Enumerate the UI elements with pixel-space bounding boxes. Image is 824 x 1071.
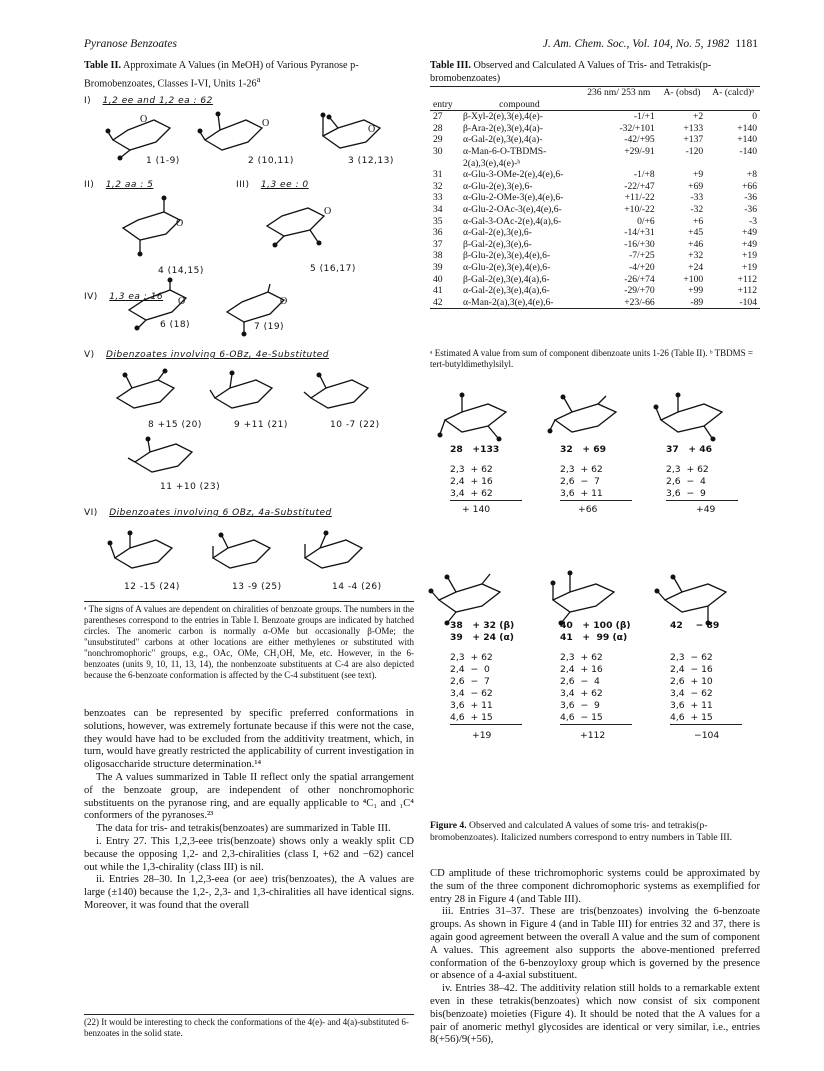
fig4-structure-37 (656, 394, 746, 444)
fig4-line: 2,3 − 62 (670, 652, 713, 663)
class-II-heading (84, 180, 153, 190)
left-paragraph-5: ii. Entries 28–30. In 1,2,3-eea (or aee) tris(benzoates), the A values are large (±140) because the 1,2-, 2,3- and 1,3-chiralities all have identical signs. Moreover, it was found that the overall (84, 874, 414, 911)
journal-citation: J. Am. Chem. Soc., Vol. 104, No. 5, 1982 (542, 38, 730, 50)
left-paragraph-3: The data for tris- and tetrakis(benzoates) are summarized in Table III. (96, 823, 391, 835)
fig4-line: 2,3 + 62 (450, 652, 493, 663)
left-paragraph-1: benzoates can be represented by specific preferred conformations in solutions, however, was extremely fortunate because if this were not the case, they would have had to be excluded from the additivity treatment, which, in turn, would have greatly restricted the applicability of current investigation in oligosaccharide structure determination.¹⁴ (84, 708, 414, 771)
figure4-caption-text: Observed and calculated A values of some tris- and tetrakis(p-bromobenzoates). Italicized numbers correspond to entry numbers in Table III. (430, 820, 733, 843)
table3-caption-label: Table III. (430, 60, 471, 71)
table3-header-entry: entry (430, 99, 459, 111)
table3-row (430, 297, 760, 309)
class-V-title: Dibenzoates involving 6-OBz, 4e-Substituted (106, 350, 329, 360)
fig4-structure-28 (440, 394, 530, 444)
fig4-line: 2,6 − 4 (560, 676, 600, 687)
table3-cell-obsd: +133 (683, 122, 704, 134)
right-column-body (430, 868, 760, 1047)
unit-12-label: 12 -15 (24) (124, 582, 180, 592)
class-IV-roman: IV) (84, 292, 98, 302)
table3-cell-obsd: +6 (692, 215, 704, 227)
fig4-head-37: 37 + 46 (666, 444, 713, 455)
left-footnote: (22) It would be interesting to check the conformations of the 4(e)- and 4(a)-substituted 6-benzoates in the solid state. (84, 1017, 409, 1038)
table3-cell-compound: α-Man-2(a),3(e),4(e),6- (459, 297, 580, 309)
unit-6-label: 6 (18) (160, 320, 191, 330)
unit-9-label: 9 +11 (21) (234, 420, 288, 430)
table3-cell-nm: +10/-22 (624, 203, 655, 215)
class-IV-title: 1,3 ea : 16 (109, 292, 164, 302)
class-V-roman: V) (84, 350, 95, 360)
table3-cell-entry: 35 (433, 215, 443, 227)
fig4-line: 2,3 + 62 (666, 464, 709, 475)
table3-row (430, 285, 760, 297)
left-paragraph-2: The A values summarized in Table II reflect only the spatial arrangement of the benzoate group, are independent of other nonchromophoric substituents on the pyranose ring, and are equally applicable to ⁴C₁ and ₁C⁴ conformers of the pyranoses.²³ (84, 771, 414, 822)
fig4-col-37 (666, 444, 766, 516)
table3-cell-compound: β-Gal-2(e),3(e),6- (462, 238, 532, 250)
table3-cell-obsd (658, 158, 706, 170)
fig4-line: 2,4 − 0 (450, 664, 490, 675)
table3-cell-nm: -42/+95 (624, 134, 655, 146)
table3-cell-nm: -1/+8 (633, 169, 655, 181)
table3-cell-entry: 33 (433, 192, 443, 204)
table3-cell-obsd: -120 (685, 145, 704, 157)
table3-header-calcd: A- (calcd)ᵃ (706, 87, 760, 99)
table3-cell-obsd: +100 (683, 273, 704, 285)
figure-4 (430, 384, 770, 812)
table3-cell-entry (430, 158, 459, 170)
table3-row (430, 192, 760, 204)
class-III-heading (236, 180, 309, 190)
table3-row (430, 274, 760, 286)
table3-cell-compound: β-Ara-2(e),3(e),4(a)- (462, 122, 543, 134)
table3-cell-obsd: +137 (683, 134, 704, 146)
fig4-total-40-41: +112 (580, 730, 606, 741)
unit-12-structure (110, 534, 190, 578)
table3-header-nm: 236 nm/ 253 nm (580, 87, 658, 99)
fig4-spacer-37 (666, 456, 766, 464)
table3-cell-obsd: +99 (688, 285, 704, 297)
fig4-spacer-42 (670, 644, 770, 652)
running-header-journal (543, 38, 758, 50)
table3-cell-compound: α-Man-6-O-TBDMS- (462, 145, 547, 157)
ring-oxygen-4: O (176, 218, 184, 229)
right-paragraph-2: iii. Entries 31–37. These are tris(benzoates) involving the 6-benzoate groups. As shown in Figure 4 (and in Table III) for entries 32 and 37, there is again good agreement between the overall A value and the sum of component A values. This agreement also supports the above-mentioned preferred conformation of the 6-benzoyloxy group which is governed by the presence or absence of a 4-axial substituent. (430, 906, 760, 982)
fig4-total-42: −104 (694, 730, 720, 741)
table3-cell-obsd: +2 (692, 111, 704, 123)
unit-14-structure (300, 534, 380, 578)
table3-cell-calcd: +8 (746, 169, 757, 181)
class-II-title: 1,2 aa : 5 (105, 180, 154, 190)
fig4-line: 3,6 + 11 (670, 700, 713, 711)
fig4-line: 2,6 − 7 (450, 676, 490, 687)
table3-cell-entry: 30 (433, 145, 443, 157)
table3-cell-calcd: 0 (752, 111, 757, 123)
table3-cell-nm: -14/+31 (624, 227, 655, 239)
fig4-col-40-41 (560, 620, 670, 742)
table3-row (430, 262, 760, 274)
table3-cell-calcd: -36 (744, 203, 757, 215)
fig4-col-42 (670, 620, 770, 742)
fig4-col-28 (450, 444, 550, 516)
table3-cell-nm: -7/+25 (629, 250, 655, 262)
table3-row (430, 146, 760, 158)
figure4-caption (430, 820, 760, 843)
left-footnote-rule (84, 1014, 414, 1015)
table3-row (430, 181, 760, 193)
table3-cell-entry: 37 (433, 238, 443, 250)
unit-10-label: 10 -7 (22) (330, 420, 380, 430)
class-VI-roman: VI) (84, 508, 98, 518)
unit-11-structure (130, 438, 210, 482)
table3-caption (430, 60, 760, 85)
table3-cell-entry: 34 (433, 203, 443, 215)
figure4-caption-label: Figure 4. (430, 820, 467, 831)
table3-cell-entry: 29 (433, 134, 443, 146)
unit-2-label: 2 (10,11) (248, 156, 294, 166)
fig4-head-42: 42 − 89 (670, 620, 720, 631)
table3-cell-obsd: -89 (658, 297, 706, 309)
fig4-line: 2,6 − 7 (560, 476, 600, 487)
table3-header-blank-1 (580, 99, 658, 111)
table3-row (430, 111, 760, 123)
unit-3-structure (318, 110, 388, 160)
fig4-line: 3,6 + 11 (450, 700, 493, 711)
fig4-col-38-39 (450, 620, 560, 742)
table3-row (430, 123, 760, 135)
table3-cell-calcd: +19 (741, 261, 757, 273)
ring-oxygen-6: O (178, 296, 186, 307)
fig4-line: 3,6 − 9 (666, 488, 738, 501)
fig4-line: 4,6 + 15 (670, 712, 742, 725)
table3-cell-compound: α-Glu-2(e),3(e),6- (462, 180, 533, 192)
unit-14-label: 14 -4 (26) (332, 582, 382, 592)
table3-cell-nm: +11/-22 (624, 192, 655, 204)
fig4-structure-42 (660, 574, 750, 624)
table3-cell-entry: 39 (433, 261, 443, 273)
fig4-line: 2,6 − 4 (666, 476, 706, 487)
unit-1-structure (108, 112, 188, 160)
running-header-title: Pyranose Benzoates (84, 38, 177, 50)
unit-7-label: 7 (19) (254, 322, 285, 332)
table3-cell-obsd: +32 (688, 250, 704, 262)
fig4-line: 3,4 + 62 (560, 688, 603, 699)
fig4-head-40: 40 + 100 (β) (560, 620, 631, 631)
table3-row (430, 227, 760, 239)
fig4-line: 4,6 − 15 (560, 712, 632, 725)
table3-header-blank-2 (658, 99, 706, 111)
table2-caption-text: Approximate A Values (in MeOH) of Various Pyranose p-Bromobenzoates, Classes I-VI, Units 1-26 (84, 60, 359, 89)
fig4-line: 3,4 + 62 (450, 488, 522, 501)
class-II-roman: II) (84, 180, 95, 190)
fig4-line: 3,6 − 9 (560, 700, 600, 711)
fig4-line: 2,3 + 62 (560, 652, 603, 663)
table3-row (430, 250, 760, 262)
table3-cell-nm: +23/-66 (580, 297, 658, 309)
fig4-head-28: 28 +133 (450, 444, 500, 455)
table3-cell-obsd: +46 (688, 238, 704, 250)
table3-cell-compound: α-Glu-2-OAc-3(e),4(e),6- (462, 203, 562, 215)
table3-row (430, 239, 760, 251)
table3-cell-calcd: +140 (737, 134, 757, 146)
table3-cell-nm: -16/+30 (624, 238, 655, 250)
table3-cell-obsd: +24 (688, 261, 704, 273)
table3-cell-nm: -22/+47 (624, 180, 655, 192)
table3-cell-compound: β-Glu-2(e),3(e),4(e),6- (462, 250, 551, 262)
fig4-line: 2,3 + 62 (560, 464, 603, 475)
table2-caption-label: Table II. (84, 60, 121, 71)
fig4-line: 2,4 + 16 (560, 664, 603, 675)
table2-caption-sup: a (256, 73, 261, 84)
fig4-total-38-39: +19 (472, 730, 492, 741)
fig4-head2-42 (670, 632, 770, 644)
table3-cell-calcd: +19 (741, 250, 757, 262)
fig4-total-28: + 140 (462, 504, 491, 515)
unit-5-label: 5 (16,17) (310, 264, 356, 274)
fig4-head-41: 41 + 99 (α) (560, 632, 628, 643)
fig4-line: 3,4 − 62 (450, 688, 493, 699)
unit-8-structure (112, 374, 192, 418)
table3 (430, 86, 760, 309)
fig4-head-32: 32 + 69 (560, 444, 607, 455)
class-I-heading (84, 96, 213, 106)
table3-cell-calcd: +112 (737, 273, 757, 285)
right-paragraph-1: CD amplitude of these trichromophoric systems could be approximated by the sum of the three component dichromophoric systems as exemplified for entry 28 in Figure 4 (and Table III). (430, 868, 760, 905)
table3-cell-compound: α-Glu-3-OMe-2(e),4(e),6- (462, 169, 564, 181)
table3-cell-entry: 42 (430, 297, 459, 309)
right-paragraph-3: iv. Entries 38–42. The additivity relation still holds to a remarkable extent even in these tetrakis(benzoates) which now consist of six component bis(benzoate) moieties (Figure 4). It should be noted that the A values for a pair of anomeric methyl glycosides are identical or very similar, i.e., entries 8(+56)/9(+56), (430, 983, 760, 1046)
table3-cell-obsd: +45 (688, 227, 704, 239)
class-VI-heading (84, 508, 332, 518)
class-V-heading (84, 350, 329, 360)
fig4-head-38: 38 + 32 (β) (450, 620, 515, 631)
table3-cell-compound: α-Gal-3-OAc-2(e),4(a),6- (462, 215, 562, 227)
table3-cell-entry: 40 (433, 273, 443, 285)
fig4-head-39: 39 + 24 (α) (450, 632, 514, 643)
fig4-line: 2,6 + 10 (670, 676, 713, 687)
table3-cell-compound: α-Gal-2(e),3(e),4(a)- (462, 134, 543, 146)
ring-oxygen-1: O (140, 114, 148, 125)
table3-cell-nm (580, 158, 658, 170)
table3-header-obsd: A- (obsd) (658, 87, 706, 99)
table3-row (430, 204, 760, 216)
table3-header-entry-top (430, 87, 459, 99)
fig4-line: 4,6 + 15 (450, 712, 522, 725)
table3-cell-obsd: +69 (688, 180, 704, 192)
page-number: 1181 (735, 38, 758, 50)
table3-cell-compound: α-Gal-2(e),3(e),4(a),6- (462, 285, 550, 297)
table3-footnote: ᵃ Estimated A value from sum of component dibenzoate units 1-26 (Table II). ᵇ TBDMS = tert-butyldimethylsilyl. (430, 348, 753, 369)
table3-cell-compound: 2(a),3(e),4(e)-ᵇ (462, 157, 521, 169)
fig4-line: 2,4 + 16 (450, 476, 493, 487)
table3-cell-calcd: -104 (706, 297, 760, 309)
table3-cell-nm: -26/+74 (624, 273, 655, 285)
fig4-line: 2,3 + 62 (450, 464, 493, 475)
table3-cell-entry: 31 (433, 169, 443, 181)
table3-cell-nm: -4/+20 (629, 261, 655, 273)
table3-cell-calcd: +112 (737, 285, 757, 297)
fig4-line: 2,4 − 16 (670, 664, 713, 675)
table3-row (430, 158, 760, 170)
unit-8-label: 8 +15 (20) (148, 420, 202, 430)
ring-oxygen-2: O (262, 118, 270, 129)
class-I-title: 1,2 ee and 1,2 ea : 62 (102, 96, 213, 106)
table3-header-compound: compound (459, 99, 580, 111)
ring-oxygen-7: O (280, 296, 288, 307)
fig4-total-32: +66 (578, 504, 598, 515)
unit-3-label: 3 (12,13) (348, 156, 394, 166)
class-III-title: 1,3 ee : 0 (260, 180, 309, 190)
unit-11-label: 11 +10 (23) (160, 482, 221, 492)
table3-cell-entry: 32 (433, 180, 443, 192)
ring-oxygen-5: O (324, 206, 332, 217)
unit-4-label: 4 (14,15) (158, 266, 204, 276)
table3-cell-obsd: -32 (690, 203, 704, 215)
fig4-line: 3,6 + 11 (560, 488, 632, 501)
class-III-roman: III) (236, 180, 250, 190)
fig4-spacer-40 (560, 644, 670, 652)
unit-13-label: 13 -9 (25) (232, 582, 282, 592)
table3-cell-obsd: +9 (692, 169, 704, 181)
table3-cell-calcd: -140 (739, 145, 757, 157)
table3-cell-entry: 41 (433, 285, 443, 297)
table3-row (430, 169, 760, 181)
table3-cell-calcd: -3 (749, 215, 757, 227)
table2-bottom-rule (84, 601, 414, 602)
table3-cell-calcd: +49 (741, 227, 757, 239)
table3-caption-text: Observed and Calculated A Values of Tris- and Tetrakis(p-bromobenzoates) (430, 60, 712, 84)
table3-header-compound-top (459, 87, 580, 99)
unit-9-structure (210, 374, 290, 418)
table3-cell-entry: 27 (433, 111, 443, 123)
table3-cell-compound: β-Xyl-2(e),3(e),4(e)- (462, 111, 543, 123)
class-I-roman: I) (84, 96, 92, 106)
table3-row (430, 216, 760, 228)
table3-cell-compound: α-Glu-2-OMe-3(e),4(e),6- (462, 192, 564, 204)
table3-cell-calcd: +140 (737, 122, 757, 134)
class-VI-title: Dibenzoates involving 6 OBz, 4a-Substituted (109, 508, 332, 518)
fig4-col-32 (560, 444, 660, 516)
fig4-spacer-38 (450, 644, 560, 652)
table3-cell-nm: -32/+101 (619, 122, 655, 134)
table3-cell-calcd: +66 (741, 180, 757, 192)
table3-cell-nm: -1/+1 (633, 111, 655, 123)
table3-cell-nm: +29/-91 (624, 145, 655, 157)
table3-cell-nm: -29/+70 (624, 285, 655, 297)
table2-caption (84, 60, 414, 90)
fig4-spacer-28 (450, 456, 550, 464)
left-column-body (84, 708, 414, 913)
table3-header-blank-3 (706, 99, 760, 111)
left-paragraph-4: i. Entry 27. This 1,2,3-eee tris(benzoate) shows only a weakly split CD because the opposing 1,2- and 2,3-chiralities (class I, +62 and −62) cancel out while the 1,3-chirality (class III) is nil. (84, 835, 414, 873)
fig4-spacer-32 (560, 456, 660, 464)
table3-cell-compound: α-Glu-2(e),3(e),4(e),6- (462, 261, 551, 273)
table3-cell-calcd (706, 158, 760, 170)
unit-1-label: 1 (1-9) (146, 156, 180, 166)
table3-cell-calcd: -36 (744, 192, 757, 204)
table3-cell-calcd: +49 (741, 238, 757, 250)
table3-cell-obsd: -33 (690, 192, 704, 204)
table3-cell-entry: 28 (433, 122, 443, 134)
unit-13-structure (208, 534, 288, 578)
table3-cell-nm: 0/+6 (637, 215, 655, 227)
table3-cell-compound: β-Gal-2(e),3(e),4(a),6- (462, 273, 550, 285)
fig4-line: 3,4 − 62 (670, 688, 713, 699)
table3-row (430, 134, 760, 146)
table3-cell-entry: 36 (433, 227, 443, 239)
table3-cell-entry: 38 (433, 250, 443, 262)
fig4-structure-40-41 (548, 570, 638, 624)
table3-body (430, 111, 760, 309)
fig4-structure-38-39 (434, 574, 524, 624)
table2-footnote: ᵃ The signs of A values are dependent on chiralities of benzoate groups. The numbers in the parentheses correspond to the entries in Table I. Benzoate groups are indicated by hatched circles. The anomeric carbon is normally α-OMe but occasionally β-OMe; the "unsubstituted" carbons at other locations are either methylenes or substituted with "nonchromophoric" groups, e.g., OAc, OMe, CH₂OH, Me, etc. However, in the 6-benzoates (units 9, 10, 11, 13, 14), the nonbenzoate substituents at C-4 are also depicted because the 6-benzoate conformation is affected by the C-4 substituent (see text). (84, 604, 414, 680)
table3-cell-compound: α-Gal-2(e),3(e),6- (462, 227, 532, 239)
unit-10-structure (306, 374, 386, 418)
fig4-structure-32 (550, 394, 640, 444)
ring-oxygen-3: O (368, 124, 376, 135)
fig4-total-37: +49 (696, 504, 716, 515)
